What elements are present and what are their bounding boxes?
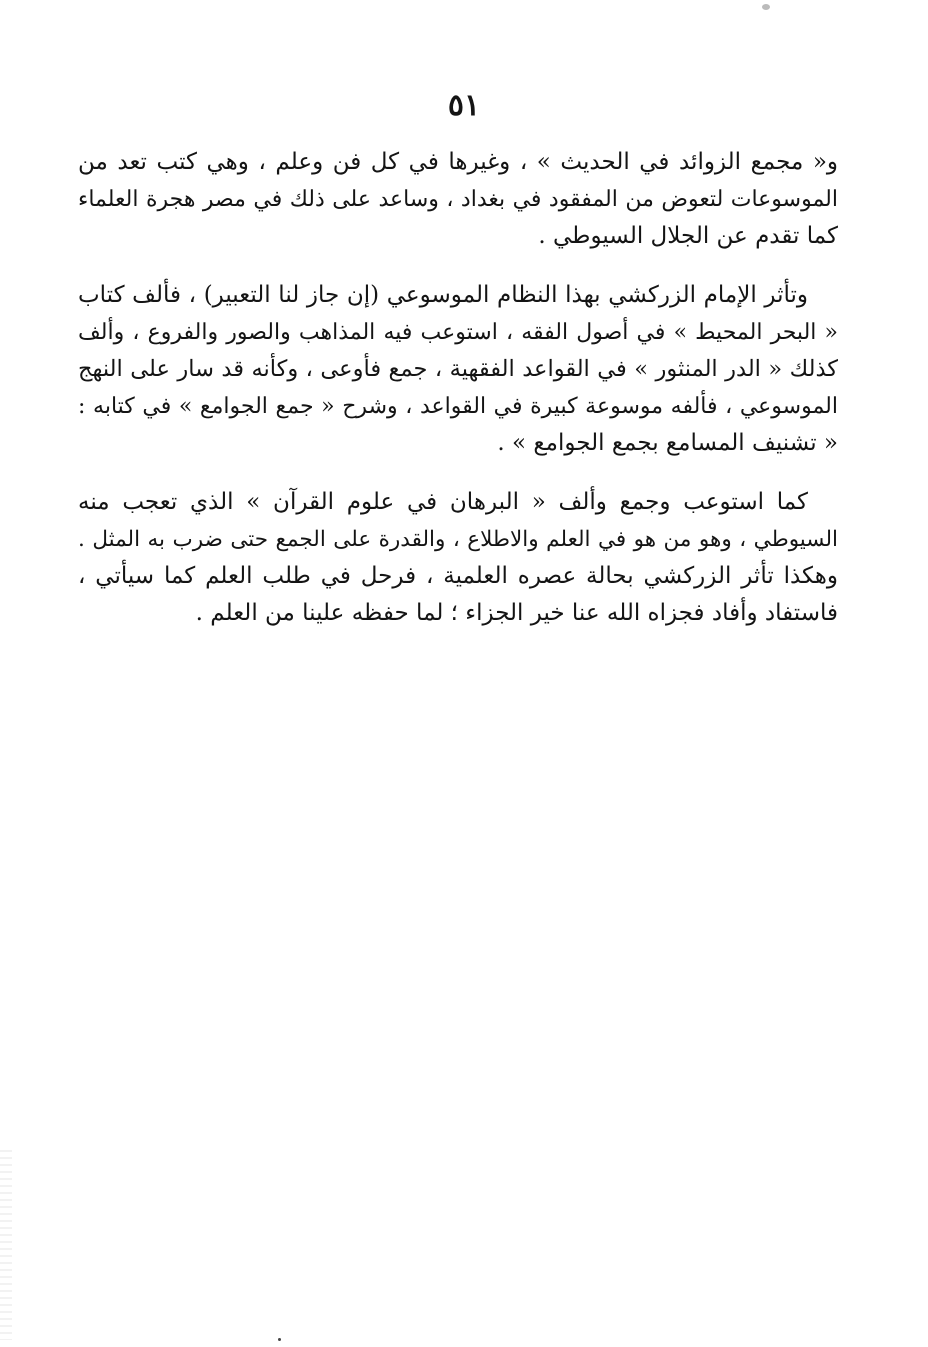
page-number: ٥١ — [447, 88, 481, 123]
scan-speck — [762, 4, 770, 10]
text-line: السيوطي ، وهو من هو في العلم والاطلاع ، والقدرة على الجمع حتى ضرب به المثل . — [78, 527, 838, 552]
page-text — [78, 144, 838, 632]
text-line: الموسوعات لتعوض من المفقود في بغداد ، وساعد على ذلك في مصر هجرة العلماء — [78, 187, 838, 212]
text-line: « البحر المحيط » في أصول الفقه ، استوعب فيه المذاهب والصور والفروع ، وألف — [78, 320, 838, 345]
scan-speck — [278, 1338, 281, 1341]
text-line: و« مجمع الزوائد في الحديث » ، وغيرها في كل فن وعلم ، وهي كتب تعد من — [78, 149, 838, 175]
paragraph-1 — [78, 144, 838, 255]
scan-edge-noise — [0, 1150, 12, 1340]
text-line: فاستفاد وأفاد فجزاه الله عنا خير الجزاء ؛ لما حفظه علينا من العلم . — [195, 600, 838, 626]
text-line: كما استوعب وجمع وألف « البرهان في علوم القرآن » الذي تعجب منه — [78, 489, 808, 515]
text-line: كذلك « الدر المنثور » في القواعد الفقهية ، جمع فأوعى ، وكأنه قد سار على النهج — [78, 356, 838, 382]
text-line: « تشنيف المسامع بجمع الجوامع » . — [497, 430, 838, 456]
text-line: كما تقدم عن الجلال السيوطي . — [538, 223, 838, 249]
paragraph-2 — [78, 277, 838, 462]
text-line: الموسوعي ، فألفه موسوعة كبيرة في القواعد ، وشرح « جمع الجوامع » في كتابه : — [78, 394, 838, 419]
text-line: وتأثر الإمام الزركشي بهذا النظام الموسوعي (إن جاز لنا التعبير) ، فألف كتاب — [78, 282, 808, 308]
text-line: وهكذا تأثر الزركشي بحالة عصره العلمية ، فرحل في طلب العلم كما سيأتي ، — [78, 563, 838, 589]
paragraph-3 — [78, 484, 838, 632]
